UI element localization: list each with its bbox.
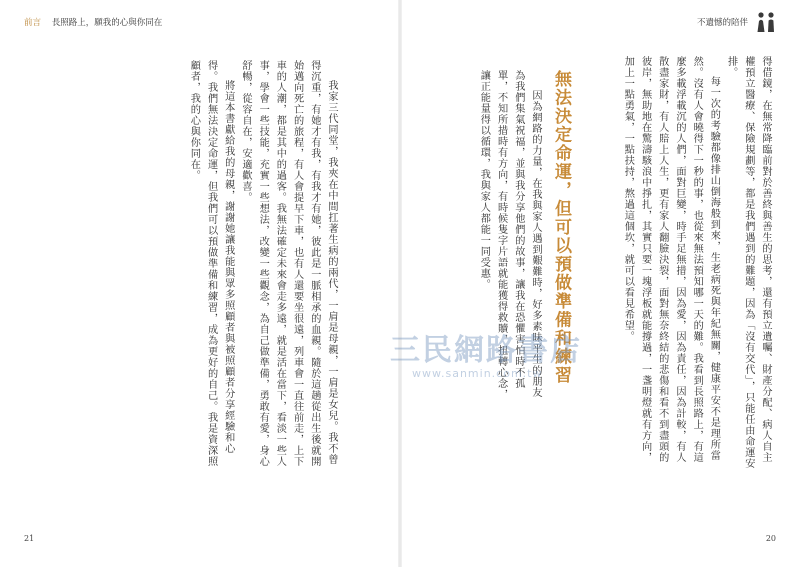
right-section-text — [475, 70, 544, 400]
running-header-left — [24, 16, 162, 28]
right-intro-text — [619, 56, 774, 471]
watermark-name: 三民網路書店 — [390, 333, 582, 368]
paragraph: 將這本書獻給我的母親，謝謝她讓我能與眾多照顧者與被照顧者分享經驗和心得。我們無法決定命運，但我們可以預做準備和練習，成為更好的自己。我是資深照顧者，我的心與你同在。 — [188, 60, 234, 467]
section-heading: 無法決定命運，但可以預做準備和練習 — [551, 70, 571, 385]
left-body-text — [185, 60, 340, 475]
book-section-title: 長照路上，願我的心與你同在 — [51, 18, 163, 28]
page-number-right: 20 — [765, 534, 776, 543]
running-header-right: 不遺憾的陪伴 — [696, 18, 748, 28]
paragraph: 得借鏡，在無常降臨前對於善終與善生的思考，還有預立遺囑、財產分配、病人自主權預立醫療、保險規劃等，都是我們遇到的難題，因為「沒有交代」，只能任由命運安排。 — [725, 56, 771, 469]
paragraph: 每一次的考驗都像排山倒海般到來，生老病死與年紀無關，健康平安不是理所當然。沒有人會曉得下一秒的事，也從來無法預知哪一天的難。我看到長照路上，有這麼多載浮載沉的人們，面對巨變，時手足無措，因為愛，因為責任，因為計較，有人散盡家財，有人賠上人生，更有家人翻臉決裂，面對無奈終結的悲傷和看不到盡頭的彼岸，無助地在驚濤駭浪中掙扎，其實只要一塊浮板就能撐過，一盞明燈就有方向，加上一點勇氣，一點扶持，熬過這個坎，就可以看見希望。 — [622, 56, 720, 463]
page-number-left: 21 — [24, 534, 35, 543]
watermark-url: www.sanmin.com.tw — [412, 367, 543, 380]
right-page — [400, 0, 800, 567]
paragraph: 因為網路的力量，在我與家人遇到艱難時，好多素昧平生的朋友為我們集氣祝福，並與我分享他們的故事，讓我在恐懼害怕時不孤單，不知所措時有方向，有時候隻字片語就能獲得救贖，扭轉心念，讓正能量得以循環，我與家人都能一同受惠。 — [478, 70, 541, 400]
figures-logo-icon — [754, 10, 778, 34]
paragraph: 我家三代同堂，我夾在中間扛著生病的兩代，一肩是母親，一肩是女兒。我不曾得沉重，有她才有我，有我才有她，彼此是一脈相承的血親。隨於這趟從出生後就開始邁向死亡的旅程，有人會提早下車，也有人還要坐很遠，列車會一直往前走，上下車的人潮，都是其中的過客。我無法確定未來會走多遠，就是活在當下，看淡一些人事，學會一些技能，充實一些想法，改變一些觀念，為自己做準備，勇敢有愛，身心舒暢，從容自在，安適歡喜。 — [239, 60, 337, 467]
chapter-label: 前言 — [24, 18, 42, 28]
